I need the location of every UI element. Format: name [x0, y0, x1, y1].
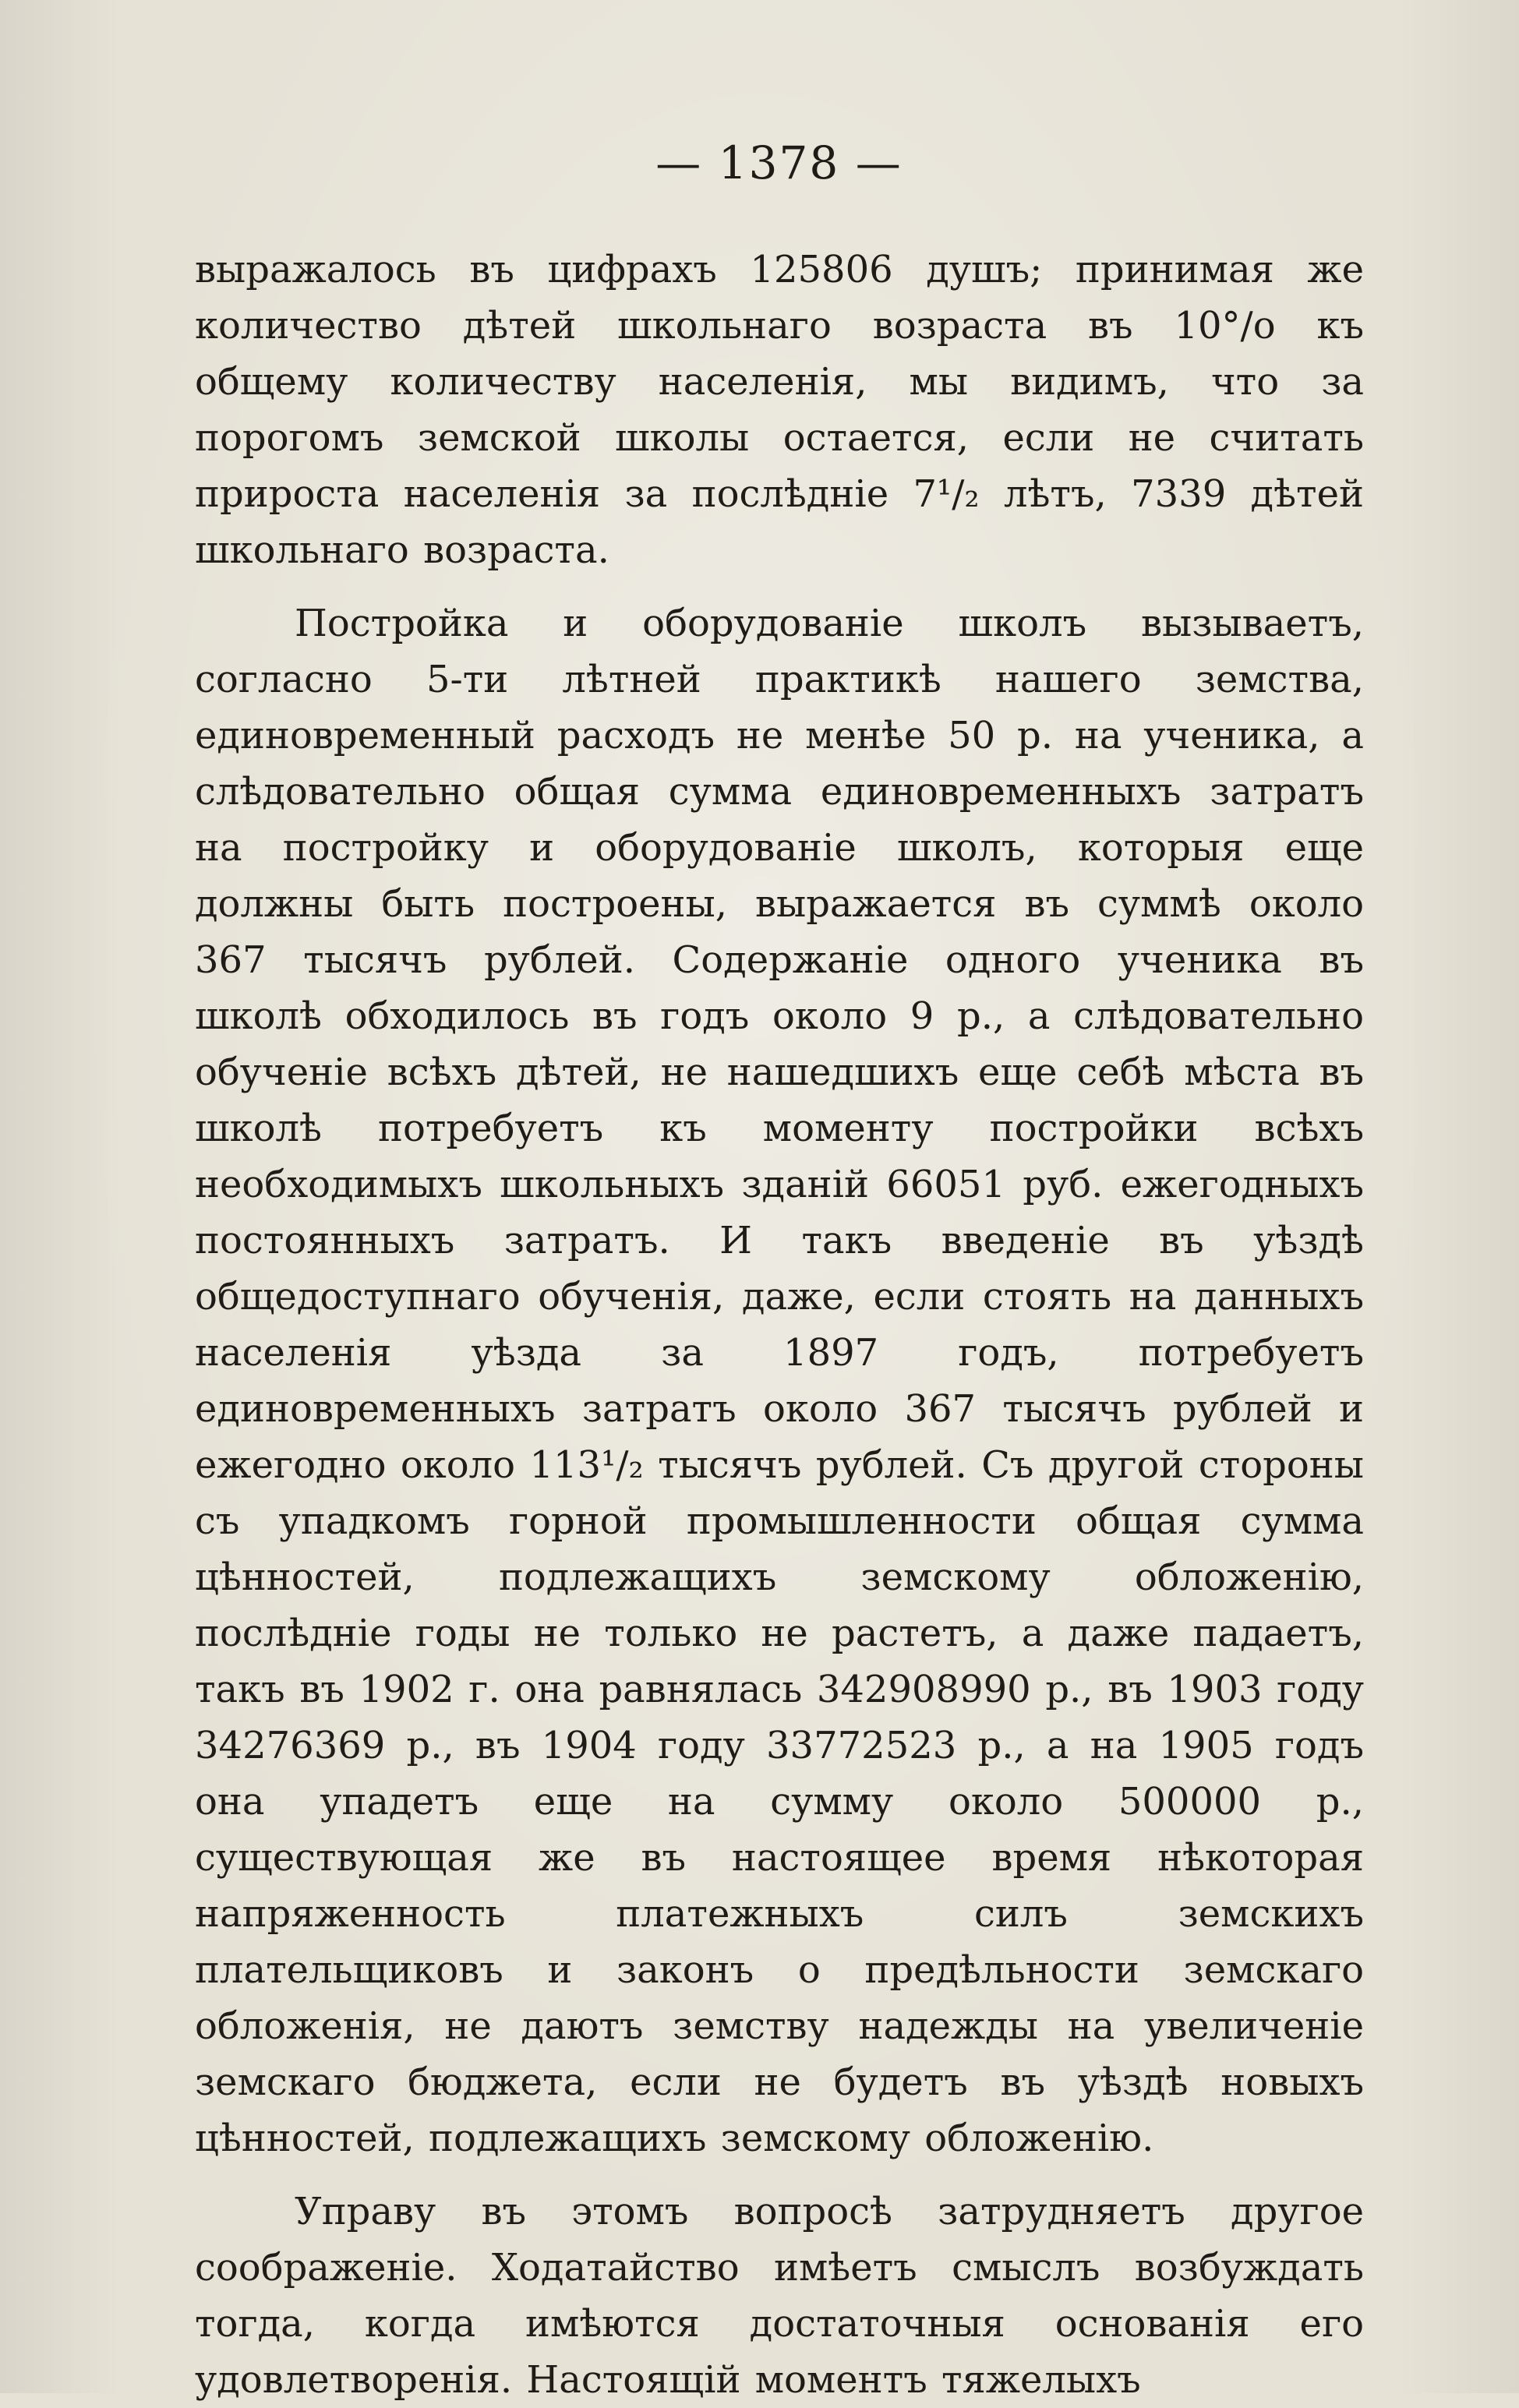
percent-value: 10°/о [1174, 304, 1276, 348]
paragraph-2-text-a: Постройка и оборудованіе школъ вызываетъ, согласно 5-ти лѣтней практикѣ нашего земства, единовременный расходъ не менѣе 50 р. на ученика, а слѣдовательно общая сумма единовременныхъ затратъ на постройку и оборудованіе школъ, которыя еще должны быть построены, выражается въ суммѣ около 367 тысячъ рублей. Содержаніе одного ученика въ школѣ обходилось въ годъ около 9 р., а слѣдовательно обученіе всѣхъ дѣтей, не нашедшихъ еще себѣ мѣста въ школѣ потребуетъ къ моменту постройки всѣхъ необходимыхъ школьныхъ зданій 66051 руб. ежегодныхъ постоянныхъ затратъ. И такъ введеніе въ уѣздѣ общедоступнаго обученія, даже, если стоять на данныхъ населенія уѣзда за 1897 годъ, потребуетъ единовременныхъ затратъ около 367 тысячъ рублей и ежегодно около [195, 602, 1364, 1487]
page-number: — 1378 — [655, 136, 903, 189]
paragraph-2 [195, 595, 1364, 2166]
paragraph-1-text-a: выражалось въ цифрахъ 125806 душъ; принимая же количество дѣтей школьнаго возраста въ [195, 248, 1364, 348]
paragraph-1-text-b: къ общему количеству населенія, мы видимъ, что за порогомъ земской школы остается, если не считать прироста населенія за послѣдніе [195, 304, 1364, 516]
body-text [195, 242, 1364, 2408]
thousands-fraction: 113¹/₂ [529, 1443, 644, 1487]
paragraph-1-text-c: лѣтъ, 7339 дѣтей школьнаго возраста. [195, 472, 1365, 572]
paragraph-3-text: Управу въ этомъ вопросѣ затрудняетъ другое соображеніе. Ходатайство имѣетъ смыслъ возбуждать тогда, когда имѣются достаточныя основанія его удовлетворенія. Настоящій моментъ тяжелыхъ [195, 2190, 1364, 2402]
paragraph-1 [195, 242, 1364, 578]
paragraph-3 [195, 2184, 1364, 2408]
years-fraction: 7¹/₂ [913, 472, 980, 516]
paragraph-2-text-b: тысячъ рублей. Съ другой стороны съ упадкомъ горной промышленности общая сумма цѣнностей, подлежащихъ земскому обложенію, послѣдніе годы не только не растетъ, а даже падаетъ, такъ въ 1902 г. она равнялась 342908990 р., въ 1903 году 34276369 р., въ 1904 году 33772523 р., а на 1905 годъ она упадетъ еще на сумму около 500000 р., существующая же въ настоящее время нѣкоторая напряженность платежныхъ силъ земскихъ плательщиковъ и законъ о предѣльности земскаго обложенія, не даютъ земству надежды на увеличеніе земскаго бюджета, если не будетъ въ уѣздѣ новыхъ цѣнностей, подлежащихъ земскому обложенію. [195, 1443, 1364, 2160]
